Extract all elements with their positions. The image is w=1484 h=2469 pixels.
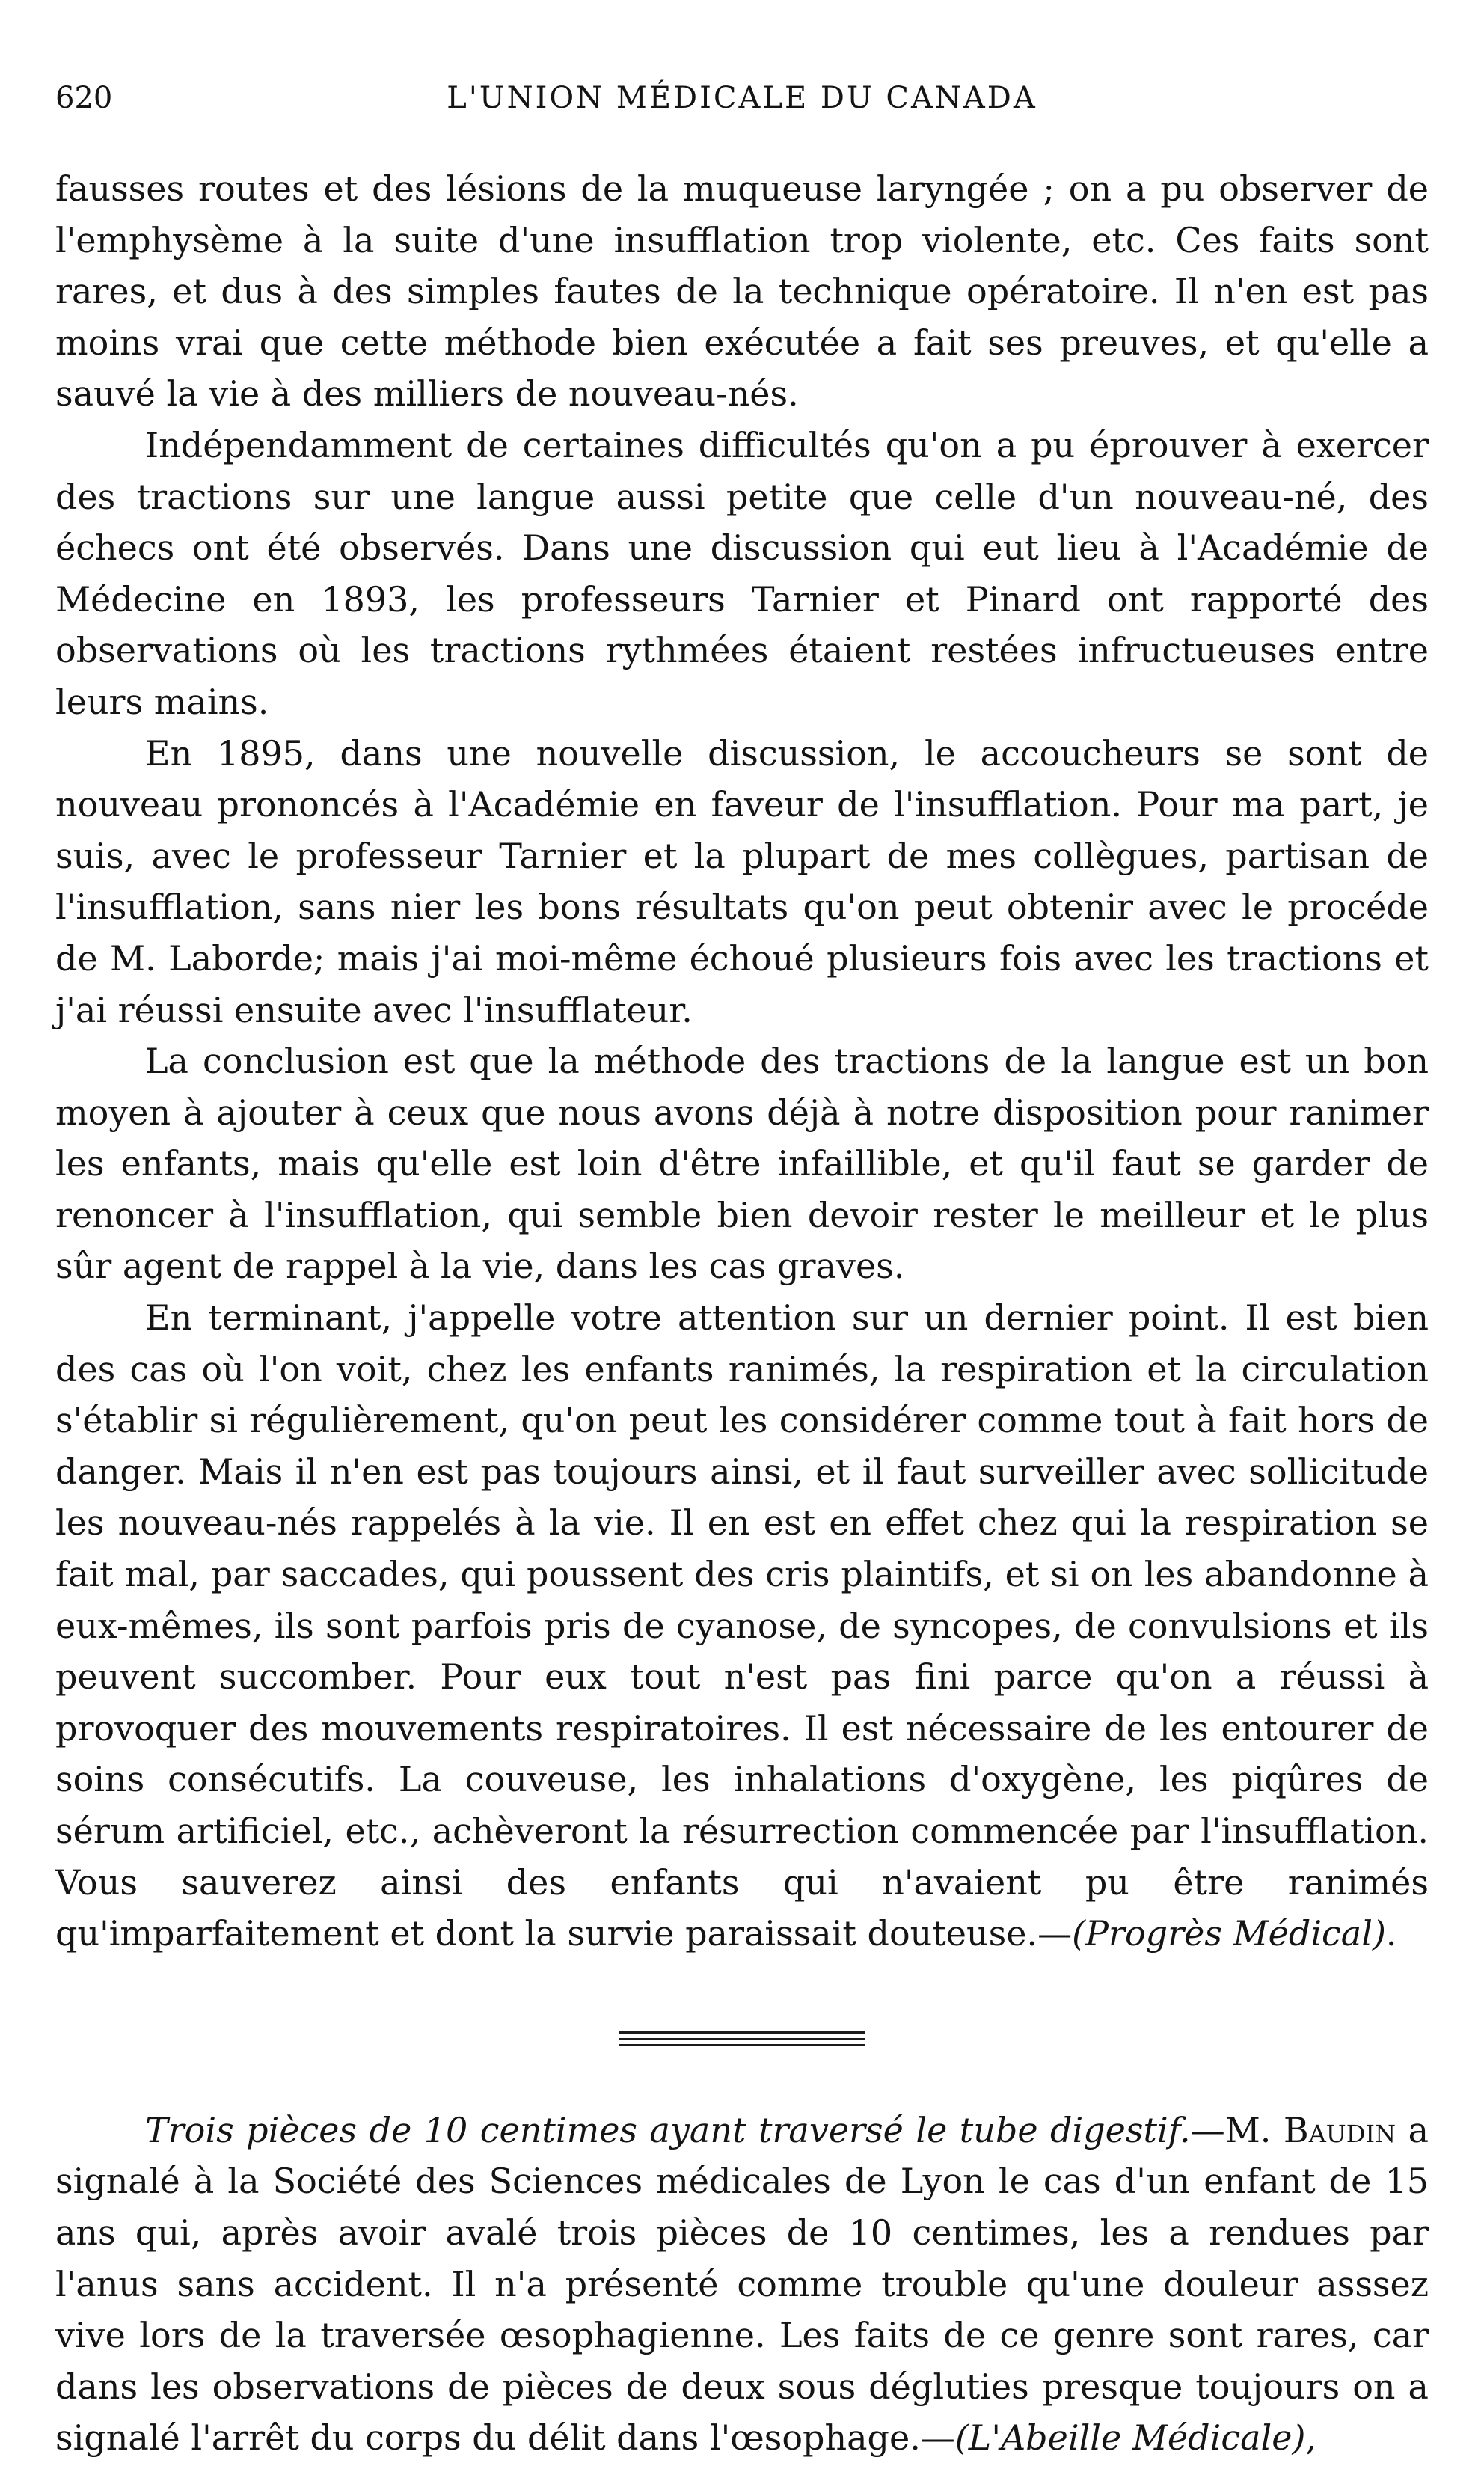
- news-text: a signalé à la Société des Sciences médicales de Lyon le cas d'un enfant de 15 ans qui, après avoir avalé trois pièces de 10 centimes, les a rendues par l'anus sans accident. Il n'a présenté comme trouble qu'une douleur asssez vive lors de la traversée œsophagienne. Les faits de ce genre sont rares, car dans les observations de pièces de deux sous dégluties presque toujours on a signalé l'arrêt du corps du délit dans l'œsophage.—: [55, 2109, 1429, 2459]
- journal-title: L'UNION MÉDICALE DU CANADA: [447, 81, 1037, 115]
- paragraph: fausses routes et des lésions de la muqueuse laryngée ; on a pu observer de l'emphysème à la suite d'une insufflation trop violente, etc. Ces faits sont rares, et dus à des simples fautes de la technique opératoire. Il n'en est pas moins vrai que cette méthode bien exécutée a fait ses preuves, et qu'elle a sauvé la vie à des milliers de nouveau-nés.: [55, 168, 1429, 414]
- paragraph: La conclusion est que la méthode des tractions de la langue est un bon moyen à ajouter à ceux que nous avons déjà à notre disposition pour ranimer les enfants, mais qu'elle est loin d'être infaillible, et qu'il faut se garder de renoncer à l'insufflation, qui semble bien devoir rester le meilleur et le plus sûr agent de rappel à la vie, dans les cas graves.: [55, 1041, 1429, 1287]
- article-body: [55, 163, 1429, 1959]
- source-punctuation: ,: [1305, 2417, 1317, 2459]
- paragraph: En 1895, dans une nouvelle discussion, le accoucheurs se sont de nouveau prononcés à l'Académie en faveur de l'insufflation. Pour ma part, je suis, avec le professeur Tarnier et la plupart de mes collègues, partisan de l'insufflation, sans nier les bons résultats qu'on peut obtenir avec le procéde de M. Laborde; mais j'ai moi-même échoué plusieurs fois avec les tractions et j'ai réussi ensuite avec l'insufflateur.: [55, 732, 1429, 1030]
- page-number: 620: [55, 81, 113, 115]
- divider-rule: [619, 2038, 865, 2040]
- source-punctuation: .: [1385, 1913, 1397, 1954]
- news-author: M. Baudin: [1224, 2109, 1396, 2150]
- journal-page: [55, 81, 1429, 2464]
- news-paragraph: [55, 2105, 1429, 2464]
- news-item: [55, 2105, 1429, 2464]
- source-citation: (Progrès Médical): [1072, 1913, 1386, 1954]
- running-head: [55, 81, 1429, 133]
- divider-rule: [619, 2044, 865, 2046]
- heading-dash: —: [1190, 2109, 1225, 2150]
- news-heading: Trois pièces de 10 centimes ayant traversé le tube digestif.: [145, 2109, 1191, 2150]
- divider-rule: [619, 2031, 865, 2034]
- paragraph-text: En terminant, j'appelle votre attention sur un dernier point. Il est bien des cas où l'on voit, chez les enfants ranimés, la respiration et la circulation s'établir si régulièrement, qu'on peut les considérer comme tout à fait hors de danger. Mais il n'en est pas toujours ainsi, et il faut surveiller avec sollicitude les nouveau-nés rappelés à la vie. Il en est en effet chez qui la respiration se fait mal, par saccades, qui poussent des cris plaintifs, et si on les abandonne à eux-mêmes, ils sont parfois pris de cyanose, de syncopes, de convulsions et ils peuvent succomber. Pour eux tout n'est pas fini parce qu'on a réussi à provoquer des mouvements respiratoires. Il est nécessaire de les entourer de soins consécutifs. La couveuse, les inhalations d'oxygène, les piqûres de sérum artificiel, etc., achèveront la résurrection commencée par l'insufflation. Vous sauverez ainsi des enfants qui n'avaient pu être ranimés qu'imparfaitement et dont la survie paraissait douteuse.—: [55, 1297, 1429, 1954]
- paragraph: Indépendamment de certaines difficultés qu'on a pu éprouver à exercer des tractions sur une langue aussi petite que celle d'un nouveau-né, des échecs ont été observés. Dans une discussion qui eut lieu à l'Académie de Médecine en 1893, les professeurs Tarnier et Pinard ont rapporté des observations où les tractions rythmées étaient restées infructueuses entre leurs mains.: [55, 424, 1429, 722]
- paragraph-closing: [55, 1292, 1429, 1959]
- source-citation: (L'Abeille Médicale): [954, 2417, 1306, 2459]
- section-divider: [619, 2031, 865, 2046]
